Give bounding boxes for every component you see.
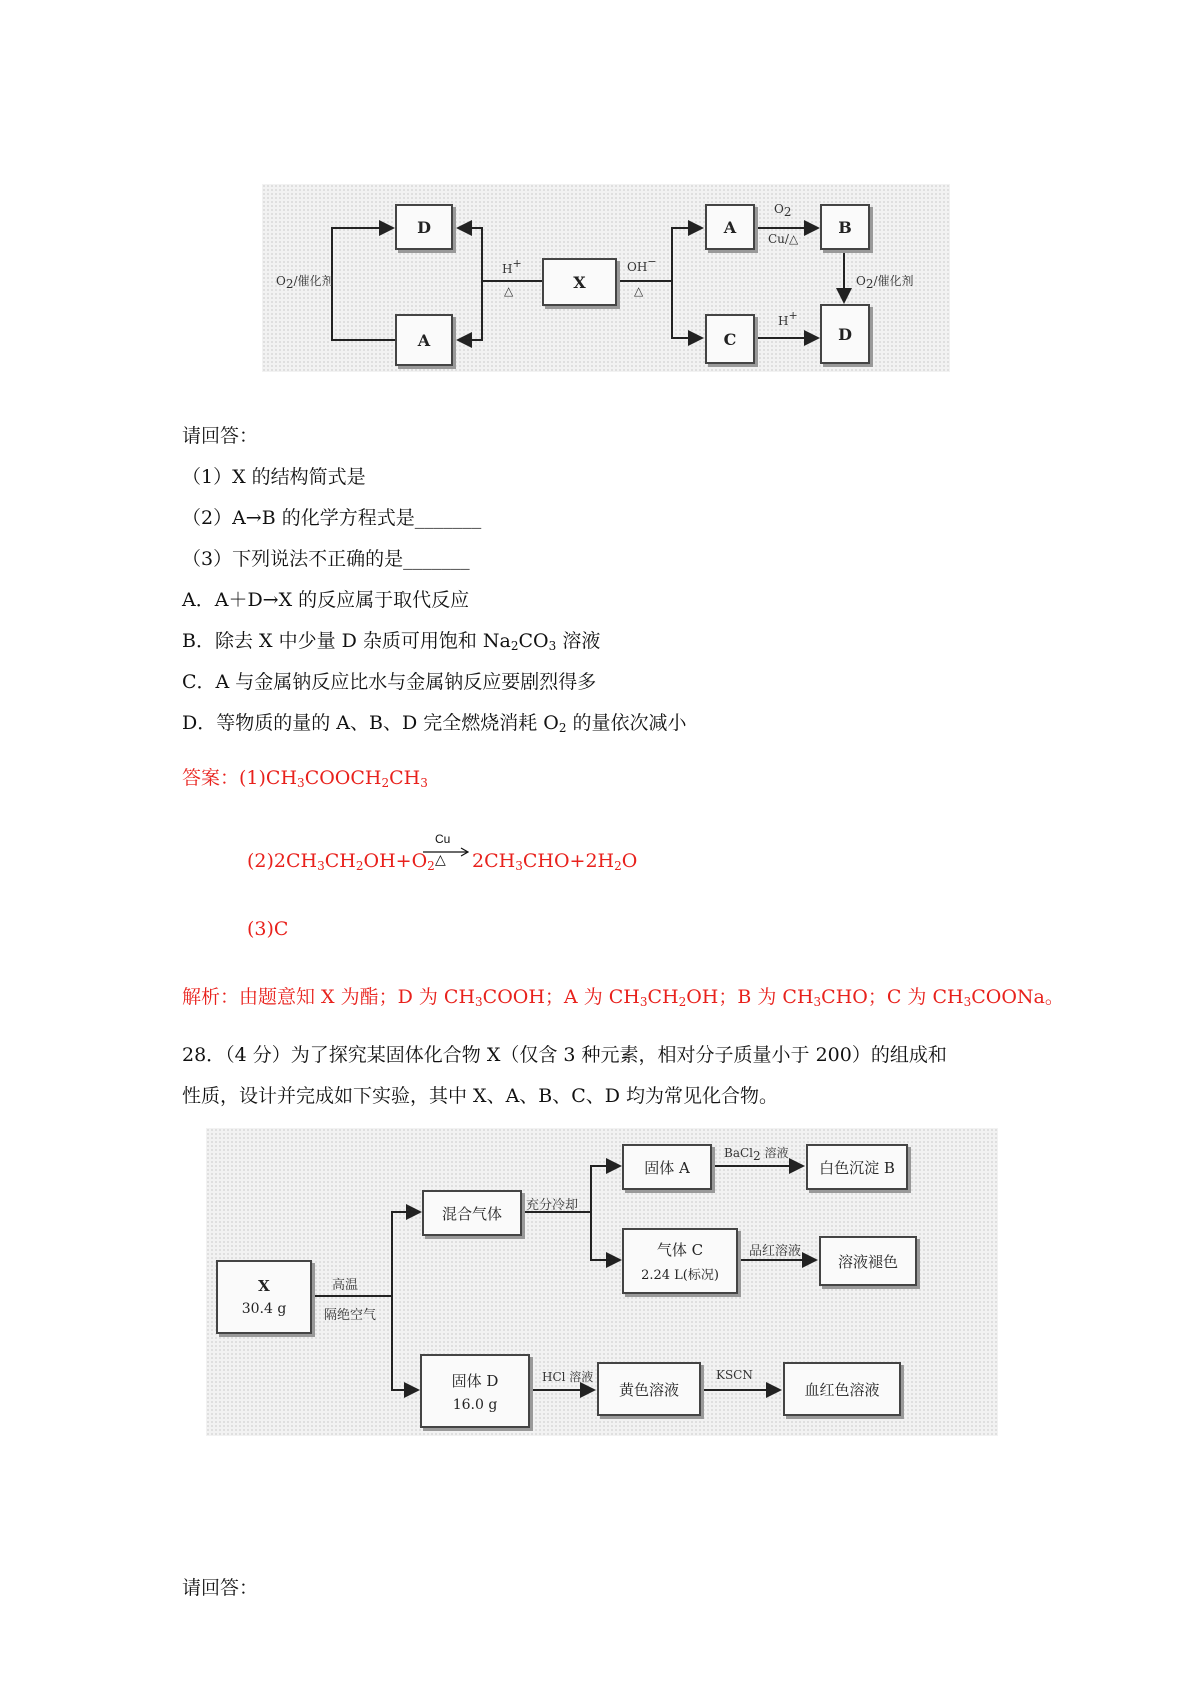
label-delta-left: △: [504, 284, 514, 298]
label-oh-minus: OH−: [627, 255, 657, 274]
q27-option-b: B．除去 X 中少量 D 杂质可用饱和 $Na_2CO_3$ 溶液: [182, 630, 601, 653]
answer-2-condition-arrow: [423, 832, 469, 872]
node-gas-c: 气体 C 2.24 L(标况): [622, 1228, 738, 1294]
label-h-plus-left: H+: [502, 257, 522, 276]
experiment-flowchart: [206, 1128, 998, 1436]
node-c-right: C: [705, 314, 755, 364]
node-blood-red-solution: 血红色溶液: [783, 1362, 901, 1416]
label-kscn: KSCN: [716, 1368, 753, 1382]
q27-question-1: （1）X 的结构简式是: [182, 466, 366, 488]
condition-cool: 充分冷却: [526, 1198, 579, 1213]
node-d-left: D: [395, 204, 453, 250]
q27-question-2: （2）A→B 的化学方程式是_______: [182, 507, 482, 529]
q28-prompt: 请回答：: [182, 1577, 259, 1599]
node-x-solid: X 30.4 g: [216, 1260, 312, 1334]
label-o2-catalyst-left: $O_2/$催化剂: [276, 274, 334, 291]
analysis-line: 解析：由题意知 X 为酯；D 为 $CH_3COOH$；A 为 $CH_3CH_2OH$；B 为 $CH_3CHO$；C 为 $CH_3COONa$。: [182, 986, 1064, 1009]
q27-option-a: A．A＋D→X 的反应属于取代反应: [182, 589, 470, 611]
reaction-arrow-icon: [423, 847, 469, 857]
label-delta-right: △: [634, 284, 644, 298]
q27-question-3: （3）下列说法不正确的是_______: [182, 548, 470, 570]
condition-cu: Cu: [435, 832, 451, 846]
q27-option-d: D．等物质的量的 A、B、D 完全燃烧消耗 $O_2$ 的量依次减小: [182, 712, 687, 735]
label-pinhong: 品红溶液: [749, 1244, 802, 1259]
label-h-plus-right: H+: [778, 309, 798, 328]
q27-prompt: 请回答：: [182, 425, 259, 447]
label-bacl2: BaCl$_2$ 溶液: [724, 1146, 789, 1163]
condition-isolate-air: 隔绝空气: [324, 1308, 377, 1323]
node-solid-a: 固体 A: [622, 1144, 712, 1190]
label-o2-top: $O_2$: [774, 202, 792, 219]
node-a-right: A: [705, 204, 755, 250]
answer-2: $(2)2CH_3CH_2OH+O_2$: [247, 850, 435, 873]
condition-delta: △: [435, 852, 446, 868]
answer-2-products: $2CH_3CHO+2H_2O$: [472, 850, 638, 873]
node-yellow-solution: 黄色溶液: [597, 1362, 701, 1416]
answer-1: 答案：$(1)CH_3COOCH_2CH_3$: [182, 767, 428, 790]
node-d-right: D: [820, 304, 870, 364]
label-hcl: HCl 溶液: [542, 1370, 594, 1384]
node-x: X: [542, 258, 617, 306]
label-cu-delta: Cu/△: [768, 232, 799, 246]
q27-option-c: C．A 与金属钠反应比水与金属钠反应要剧烈得多: [182, 671, 597, 693]
q28-line-1: 28．（4 分）为了探究某固体化合物 X（仅含 3 种元素，相对分子质量小于 200）的组成和: [182, 1044, 947, 1066]
node-a-left: A: [395, 314, 453, 366]
node-white-precipitate: 白色沉淀 B: [806, 1144, 908, 1190]
node-mixed-gas: 混合气体: [422, 1190, 522, 1236]
node-solution-fade: 溶液褪色: [819, 1236, 917, 1286]
label-o2-catalyst-right: $O_2/$催化剂: [856, 274, 914, 291]
q28-line-2: 性质，设计并完成如下实验，其中 X、A、B、C、D 均为常见化合物。: [182, 1085, 779, 1107]
condition-high-temp: 高温: [332, 1278, 359, 1293]
node-b-right: B: [820, 204, 870, 250]
node-solid-d: 固体 D 16.0 g: [420, 1354, 530, 1428]
reaction-scheme-1: [262, 184, 950, 372]
answer-3: (3)C: [247, 918, 289, 940]
